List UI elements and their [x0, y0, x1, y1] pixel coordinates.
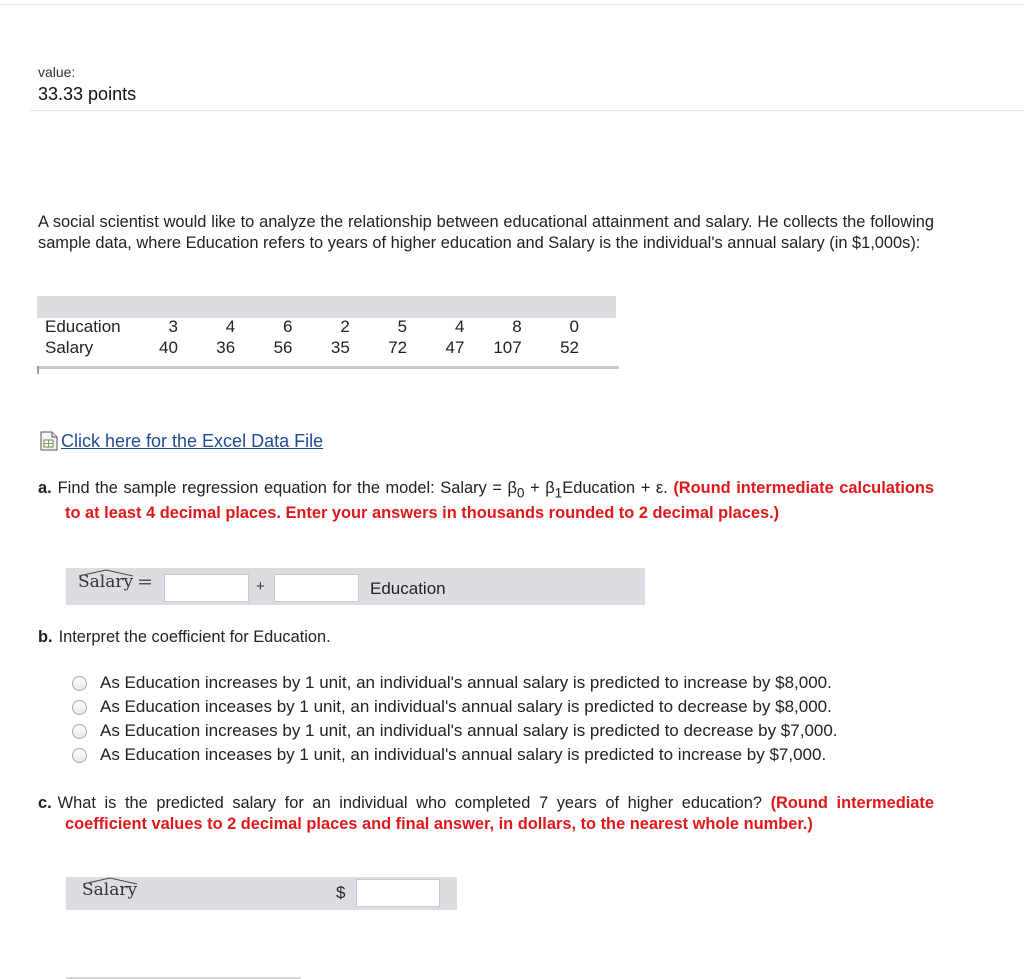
part-a-text: Find the sample regression equation for the model: Salary = β	[57, 479, 517, 497]
table-header-bar	[37, 296, 616, 318]
regression-equation-row	[66, 568, 645, 605]
table-cell: 8	[512, 316, 522, 336]
salary-hat-label	[82, 880, 137, 900]
equals-sign: =	[137, 571, 153, 593]
dollar-sign: $	[336, 883, 346, 902]
option-3[interactable]	[72, 719, 838, 743]
hat-icon	[82, 877, 138, 885]
predicted-salary-input[interactable]	[356, 879, 440, 907]
excel-file-icon	[38, 430, 60, 452]
row-label: Salary	[45, 337, 94, 357]
radio-button[interactable]	[72, 748, 87, 763]
part-a-plus: + β	[524, 479, 555, 497]
table-cell: 5	[397, 316, 408, 336]
intercept-input[interactable]	[164, 574, 249, 602]
table-cell: 0	[569, 316, 579, 336]
table-cell: 4	[225, 316, 236, 336]
beta1-subscript: 1	[554, 485, 563, 501]
table-cell: 72	[388, 337, 408, 357]
part-a-text-2: Education + ε.	[562, 479, 674, 497]
table-cell: 107	[493, 337, 522, 357]
option-text: As Education increases by 1 unit, an individual's annual salary is predicted to decrease by $7,000.	[100, 721, 838, 740]
table-cell: 2	[340, 316, 350, 336]
part-c-instruction: (Round intermediate coefficient values to 2 decimal places and final answer, in dollars, to the nearest whole number.)	[65, 794, 934, 833]
table-cell: 4	[454, 316, 465, 336]
table-footer-bar	[37, 366, 619, 369]
option-text: As Education inceases by 1 unit, an individual's annual salary is predicted to decrease by $8,000.	[100, 697, 832, 716]
option-4[interactable]	[72, 743, 838, 767]
part-b-label: b.	[38, 628, 53, 646]
data-table	[37, 296, 619, 376]
table-cell: 56	[273, 337, 293, 357]
table-cell: 40	[159, 337, 178, 357]
points-value: 33.33 points	[38, 84, 137, 104]
part-a-question	[38, 478, 934, 524]
radio-button[interactable]	[72, 676, 87, 691]
option-text: As Education inceases by 1 unit, an individual's annual salary is predicted to increase by $7,000.	[100, 745, 827, 764]
table-cell: 3	[168, 316, 178, 336]
part-b-question	[38, 628, 331, 647]
table-cell: 6	[283, 316, 293, 336]
part-c-text: What is the predicted salary for an individual who completed 7 years of higher education?	[57, 794, 771, 812]
beta0-subscript: 0	[516, 485, 525, 501]
education-variable: Education	[370, 579, 446, 598]
table-row-salary	[45, 337, 579, 358]
excel-link-text[interactable]: Click here for the Excel Data File	[61, 430, 324, 451]
salary-lhs: Salary	[78, 572, 134, 592]
part-a-label: a.	[38, 479, 52, 497]
table-footer-tick	[37, 366, 39, 374]
table-cell: 52	[560, 337, 579, 357]
predicted-salary-row	[66, 877, 457, 910]
question-intro: A social scientist would like to analyze the relationship between educational attainment and salary. He collects the following sample data, where Education refers to years of higher education and Salary is the individual's annual salary (in $1,000s):	[38, 213, 934, 252]
value-label: value:	[38, 64, 76, 80]
part-c-label: c.	[38, 794, 52, 812]
part-a-instruction: (Round intermediate calculations to at least 4 decimal places. Enter your answers in thousands rounded to 2 decimal places.)	[65, 479, 935, 523]
part-b-options	[72, 671, 838, 767]
option-1[interactable]	[72, 671, 838, 695]
header-divider	[30, 110, 1024, 111]
option-text: As Education increases by 1 unit, an individual's annual salary is predicted to increase by $8,000.	[100, 673, 832, 692]
row-label: Education	[45, 316, 121, 336]
salary-hat-label	[78, 572, 133, 592]
excel-data-file-link[interactable]	[38, 430, 323, 452]
part-c-question	[38, 793, 934, 835]
table-row-education	[45, 316, 579, 337]
plus-sign: +	[256, 578, 265, 595]
slope-input[interactable]	[274, 574, 359, 602]
education-salary-table	[45, 316, 579, 358]
radio-button[interactable]	[72, 700, 87, 715]
top-divider	[0, 4, 1024, 5]
option-2[interactable]	[72, 695, 838, 719]
hat-icon	[78, 569, 134, 577]
part-b-text: Interpret the coefficient for Education.	[58, 628, 331, 646]
table-cell: 36	[216, 337, 236, 357]
table-cell: 35	[330, 337, 350, 357]
radio-button[interactable]	[72, 724, 87, 739]
table-cell: 47	[445, 337, 465, 357]
salary-label: Salary	[82, 880, 138, 900]
